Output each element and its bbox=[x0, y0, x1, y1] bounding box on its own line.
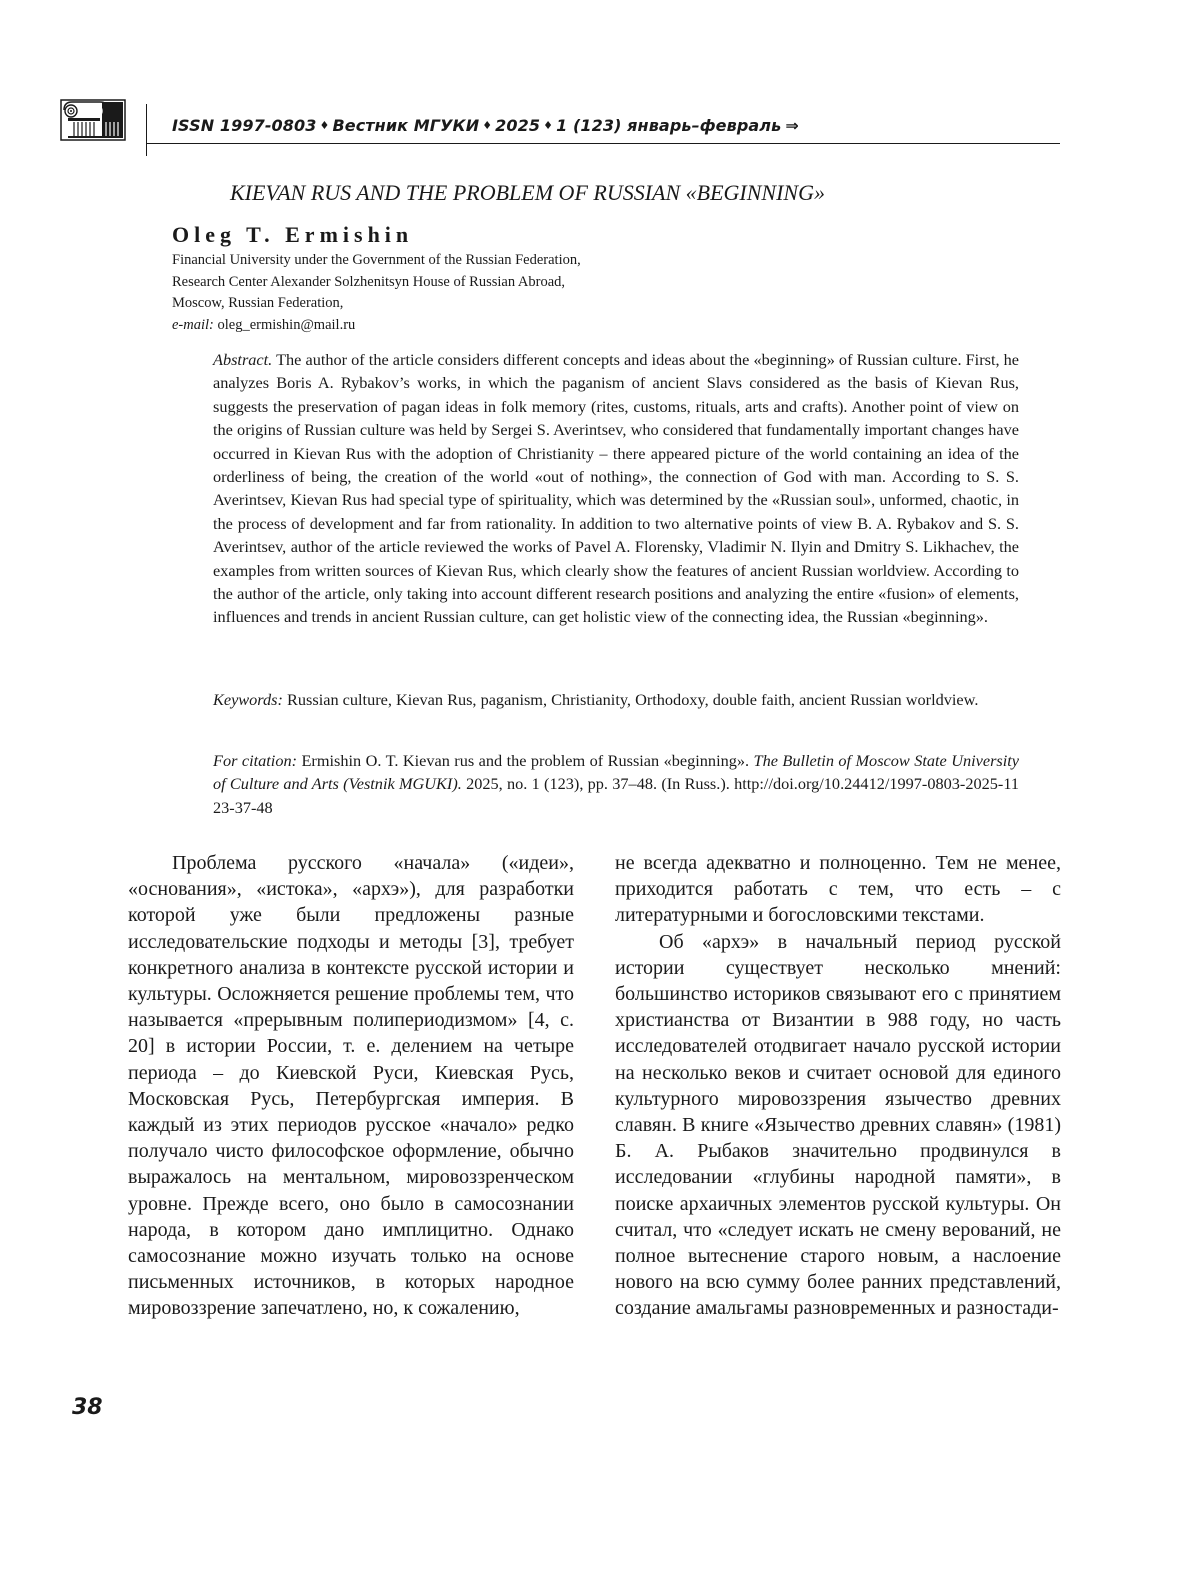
diamond-separator-icon: ♦ bbox=[482, 119, 493, 132]
citation-journal: The Bulletin of Moscow State University of Culture and Arts (Vestnik MGUKI). bbox=[213, 751, 1020, 794]
author-name: Oleg T. Ermishin bbox=[172, 222, 414, 247]
header-rule bbox=[146, 143, 1060, 144]
body-column-right bbox=[615, 850, 1061, 1322]
email-line bbox=[172, 315, 581, 337]
header-year: 2025 bbox=[495, 116, 541, 135]
body-paragraph: Проблема русского «начала» («идеи», «основания», «истока», «архэ»), для разработки которой уже были предложены разные исследовательские подходы и методы [3], требует конкретного анализа в контексте русской истории и культуры. Осложняется решение проблемы тем, что называется «прерывным полипериодизмом» [4, с. 20] в истории России, т. е. делением на четыре периода – до Киевской Руси, Киевская Русь, Московская Русь, Петербургская империя. В каждый из этих периодов русское «начало» редко получало чисто философское оформление, обычно выражалось на ментальном, мировоззренческом уровне. Прежде всего, оно было в самосознании народа, в котором дано имплицитно. Однако самосознание можно изучать только на основе письменных источников, в которых народное мировоззрение запечатлено, но, к сожалению, bbox=[128, 852, 574, 1320]
abstract-label: Abstract. bbox=[213, 350, 273, 369]
affiliation-line: Moscow, Russian Federation, bbox=[172, 295, 344, 311]
running-header bbox=[172, 116, 799, 135]
diamond-separator-icon: ♦ bbox=[319, 119, 330, 132]
affiliation-line: Financial University under the Government of the Russian Federation, bbox=[172, 252, 581, 268]
abstract bbox=[213, 348, 1019, 629]
author-affiliation bbox=[172, 250, 581, 336]
header-divider-vertical bbox=[146, 104, 147, 156]
body-paragraph: Об «архэ» в начальный период русской истории существует несколько мнений: большинство историков связывают его с принятием христианства от Византии в 988 году, но часть исследователей отодвигает начало русской истории на несколько веков и считает основой для единого культурного мировоззрения язычество древних славян. В книге «Язычество древних славян» (1981) Б. А. Рыбаков значительно продвинулся в исследовании «глубины народной памяти», в поиске архаичных элементов русской культуры. Он считал, что «следует искать не смену верований, не полное вытеснение старого новым, а наслоение нового на всю сумму более ранних представлений, создание амальгамы разновременных и разностади- bbox=[615, 930, 1061, 1320]
citation-doi[interactable]: 2025, no. 1 (123), pp. 37–48. (In Russ.). http://doi.org/10.24412/1997-0803-2025-1123-37-48 bbox=[213, 774, 1019, 817]
header-issue: 1 (123) январь–февраль bbox=[556, 116, 782, 135]
citation bbox=[213, 749, 1019, 819]
affiliation-line: Research Center Alexander Solzhenitsyn House of Russian Abroad, bbox=[172, 273, 566, 290]
article-title-en: KIEVAN RUS AND THE PROBLEM OF RUSSIAN «BEGINNING» bbox=[230, 180, 825, 205]
keywords-label: Keywords: bbox=[213, 690, 283, 709]
body-paragraph-continuation: не всегда адекватно и полноценно. Тем не менее, приходится работать с тем, что есть – с литературными и богословскими текстами. bbox=[615, 852, 1061, 927]
header-journal: Вестник МГУКИ bbox=[332, 116, 480, 135]
email-label: e-mail: bbox=[172, 316, 214, 333]
keywords bbox=[213, 688, 1019, 711]
email-address[interactable]: oleg_ermishin@mail.ru bbox=[217, 316, 356, 333]
arrow-right-icon: ⇒ bbox=[785, 116, 799, 135]
header-issn: ISSN 1997-0803 bbox=[172, 116, 317, 135]
citation-lead: Ermishin O. T. Kievan rus and the problem of Russian «beginning». bbox=[301, 751, 750, 770]
keywords-text: Russian culture, Kievan Rus, paganism, Christianity, Orthodoxy, double faith, ancient Russian worldview. bbox=[287, 690, 979, 709]
abstract-text: The author of the article considers different concepts and ideas about the «beginning» of Russian culture. First, he analyzes Boris A. Rybakov’s works, in which the paganism of ancient Slavs considered as the basis of Kievan Rus, suggests the preservation of pagan ideas in folk memory (rites, customs, rituals, arts and crafts). Another point of view on the origins of Russian culture was held by Sergei S. Averintsev, who considered that fundamentally important changes have occurred in Kievan Rus with the adoption of Christianity – there appeared picture of the world containing an idea of the orderliness of being, the creation of the world «out of nothing», the connection of God with man. According to S. S. Averintsev, Kievan Rus had special type of spirituality, which was determined by the «Russian soul», unformed, chaotic, in the process of development and far from rationality. In addition to two alternative points of view B. A. Rybakov and S. S. Averintsev, author of the article reviewed the works of Pavel A. Florensky, Vladimir N. Ilyin and Dmitry S. Likhachev, the examples from written sources of Kievan Rus, which clearly show the features of ancient Russian worldview. According to the author of the article, only taking into account different research positions and analyzing the entire «fusion» of elements, influences and trends in ancient Russian culture, can get holistic view of the connecting idea, the Russian «beginning». bbox=[213, 350, 1020, 627]
body-column-left bbox=[128, 850, 574, 1322]
citation-label: For citation: bbox=[213, 751, 298, 770]
diamond-separator-icon: ♦ bbox=[543, 119, 554, 132]
ionic-column-logo-icon bbox=[60, 98, 126, 142]
page-number: 38 bbox=[72, 1395, 103, 1420]
